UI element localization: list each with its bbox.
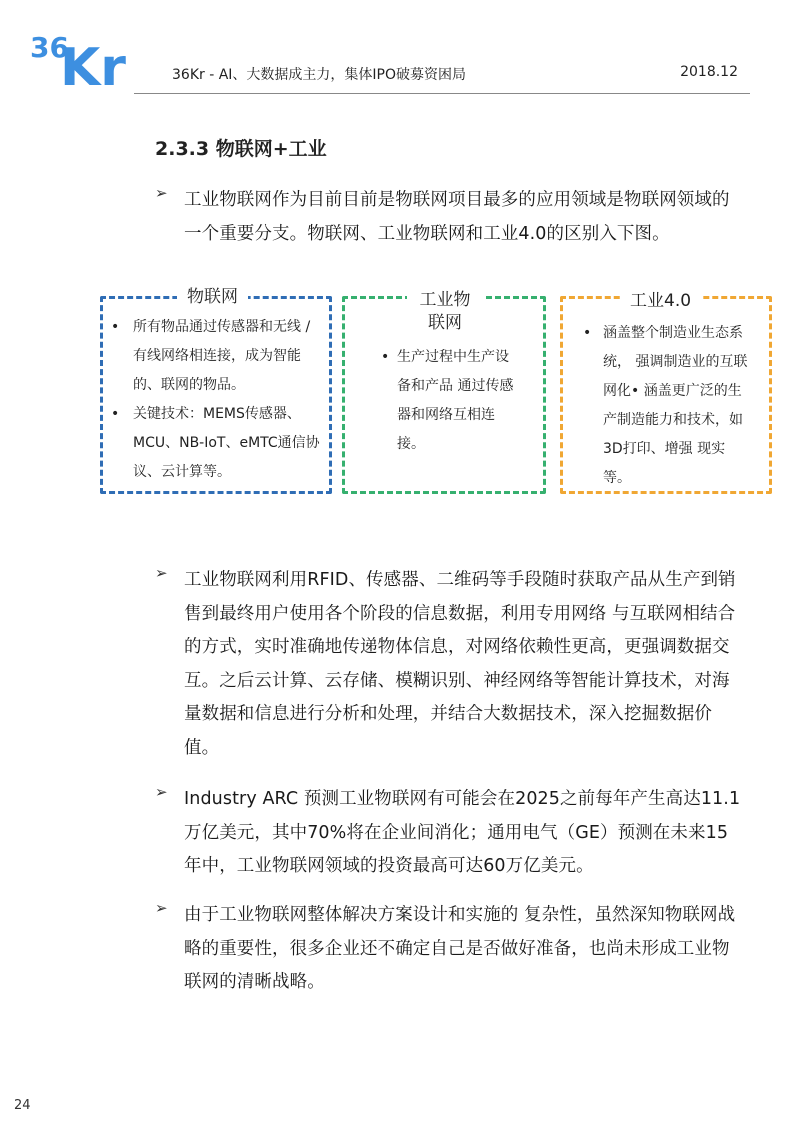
section-title: 2.3.3 物联网+工业 [155,138,327,160]
iot-box [100,287,332,494]
arrow-bullet-icon: ➢ [155,899,168,917]
header-title: 36Kr - AI、大数据成主力，集体IPO破募资困局 [172,67,466,83]
industry40-item: • 涵盖整个制造业生态系统， 强调制造业的互联网化• 涵盖更广泛的生产制造能力和技术，如3D打印、增强 现实等。 [583,325,748,486]
36kr-logo [30,30,136,90]
iiot-item: • 生产过程中生产设备和产品 通过传感器和网络互相连接。 [381,349,514,452]
page-number: 24 [14,1098,31,1113]
paragraph-strategy [155,899,745,1000]
intro-bullet [155,184,745,251]
iiot-box-title: 工业物联网 [407,289,483,335]
industry40-box-title: 工业4.0 [620,289,701,313]
paragraph-text: 由于工业物联网整体解决方案设计和实施的 复杂性，虽然深知物联网战略的重要性，很多企业还不确定自己是否做好准备，也尚未形成工业物联网的清晰战略。 [184,905,736,992]
arrow-bullet-icon: ➢ [155,564,168,582]
industry40-box [560,291,772,494]
paragraph-rfid [155,564,745,765]
header-date: 2018.12 [680,64,738,80]
iiot-box [342,290,546,494]
iot-box-title: 物联网 [177,285,248,309]
paragraph-text: Industry ARC 预测工业物联网有可能会在2025之前每年产生高达11.1万亿美元，其中70%将在企业间消化；通用电气（GE）预测在未来15年中，工业物联网领域的投资最高可达60万亿美元。 [184,789,741,876]
svg-text:Kr: Kr [60,38,126,90]
paragraph-forecast [155,783,745,884]
intro-text: 工业物联网作为目前目前是物联网项目最多的应用领域是物联网领域的一个重要分支。物联网、工业物联网和工业4.0的区别入下图。 [184,190,730,244]
iot-item: • 关键技术：MEMS传感器、MCU、NB-IoT、eMTC通信协议、云计算等。 [111,406,320,480]
svg-text:36: 36 [30,31,69,64]
header-divider [134,93,750,94]
arrow-bullet-icon: ➢ [155,184,168,202]
paragraph-text: 工业物联网利用RFID、传感器、二维码等手段随时获取产品从生产到销售到最终用户使用各个阶段的信息数据，利用专用网络 与互联网相结合的方式，实时准确地传递物体信息，对网络依赖性更高，更强调数据交互。之后云计算、云存储、模糊识别、神经网络等智能计算技术，对海量数据和信息进行分析和处理，并结合大数据技术，深入挖掘数据价值。 [184,570,736,758]
arrow-bullet-icon: ➢ [155,783,168,801]
iot-item: • 所有物品通过传感器和无线 / 有线网络相连接，成为智能的、联网的物品。 [111,319,311,393]
